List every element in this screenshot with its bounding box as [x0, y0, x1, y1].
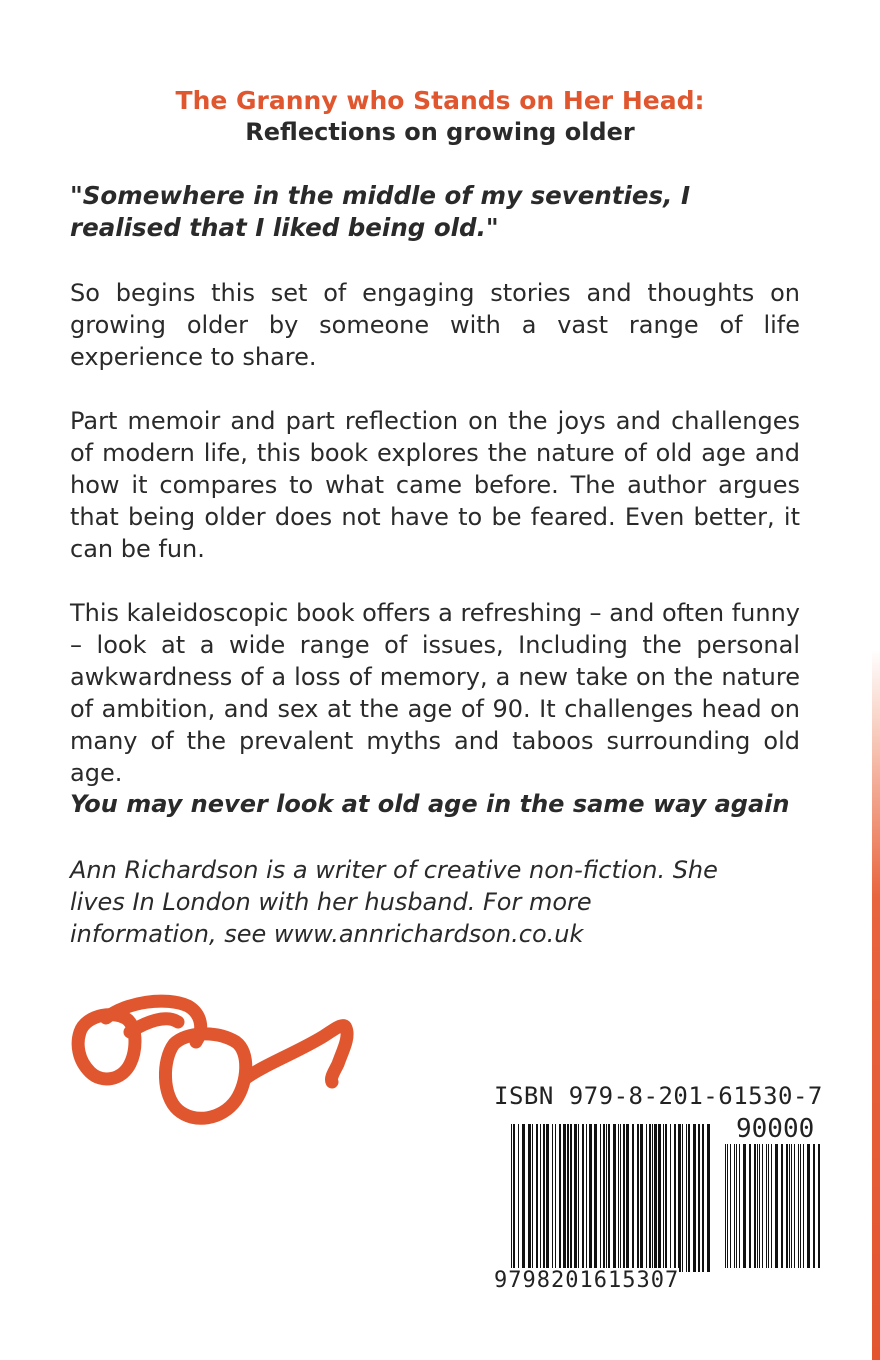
barcode-bar: [546, 1124, 549, 1272]
barcode-bar: [682, 1124, 683, 1272]
barcode-bar: [518, 1124, 519, 1272]
barcode-bar: [730, 1144, 731, 1268]
glasses-logo-icon: [66, 992, 356, 1132]
barcode-bar: [818, 1144, 820, 1268]
barcode-bar: [766, 1144, 767, 1268]
barcode-bar: [536, 1124, 538, 1272]
blurb-paragraph-3: This kaleidoscopic book offers a refreshing – and often funny – look at a wide range of issues, Including the personal awkwardness of a loss of memory, a new take on the nature of ambition, and sex at the age of 90. It challenges head on many of the prevalent myths and taboos surrounding old age.: [70, 599, 800, 787]
barcode-bar: [813, 1144, 815, 1268]
barcode-bar: [686, 1124, 687, 1272]
barcode-bar: [736, 1144, 737, 1268]
barcode-bar: [603, 1124, 605, 1272]
barcode-addon: [725, 1144, 823, 1268]
barcode-bar: [757, 1144, 758, 1268]
barcode-bar: [559, 1124, 561, 1272]
barcode-bar: [626, 1124, 629, 1272]
barcode-bar: [775, 1144, 778, 1268]
barcode-bar: [555, 1124, 556, 1272]
barcode-bar: [665, 1124, 667, 1272]
barcode-bar: [698, 1124, 700, 1272]
barcode-digits: 9798201615307: [494, 1268, 680, 1293]
blurb-paragraph-2: Part memoir and part reflection on the joys and challenges of modern life, this book explores the nature of old age and how it compares to what came before. The author argues that being older does not have to be feared. Even better, it can be fun.: [70, 407, 800, 563]
barcode-bar: [754, 1144, 756, 1268]
barcode-bar: [582, 1124, 584, 1272]
barcode-bar: [543, 1124, 545, 1272]
book-subtitle: Reflections on growing older: [245, 118, 635, 146]
barcode-bar: [670, 1124, 671, 1272]
barcode-bar: [658, 1124, 661, 1272]
opening-quote: "Somewhere in the middle of my seventies, I realised that I liked being old.": [70, 181, 691, 242]
barcode-addon-number: 90000: [736, 1114, 815, 1144]
barcode-bar: [513, 1124, 515, 1272]
spine-edge: [872, 650, 880, 1360]
barcode-bar: [807, 1144, 810, 1268]
barcode-bar: [702, 1124, 704, 1272]
barcode-bar: [654, 1124, 657, 1272]
barcode-bar: [589, 1124, 592, 1272]
author-bio: Ann Richardson is a writer of creative non-fiction. She lives In London with her husband. For more information, see www.annrichardson.co.uk: [70, 856, 718, 948]
barcode-bar: [613, 1124, 616, 1272]
barcode-bar: [649, 1124, 651, 1272]
barcode-bar: [707, 1124, 710, 1272]
barcode-bar: [637, 1124, 639, 1272]
barcode-bar: [688, 1124, 690, 1272]
barcode-bar: [743, 1144, 746, 1268]
barcode-bar: [528, 1124, 531, 1272]
barcode-bar: [725, 1144, 726, 1268]
barcode-bar: [563, 1124, 566, 1272]
barcode-bar: [739, 1144, 740, 1268]
barcode-bar: [640, 1124, 643, 1272]
barcode-bar: [791, 1144, 792, 1268]
barcode-bar: [800, 1144, 801, 1268]
barcode-bar: [646, 1124, 647, 1272]
barcode-bar: [762, 1144, 763, 1268]
barcode-bar: [652, 1124, 653, 1272]
barcode-bar: [608, 1124, 610, 1272]
barcode-bar: [578, 1124, 579, 1272]
barcode-bar: [771, 1144, 772, 1268]
barcode-bar: [749, 1144, 751, 1268]
barcode-bar: [600, 1124, 601, 1272]
barcode-bar: [803, 1144, 804, 1268]
barcode-bar: [727, 1144, 728, 1268]
blurb-paragraph-1: So begins this set of engaging stories and thoughts on growing older by someone with a vast range of life experience to share.: [70, 279, 800, 371]
tagline: You may never look at old age in the same way again: [70, 790, 790, 818]
barcode-bar: [567, 1124, 569, 1272]
barcode-bar: [511, 1124, 512, 1272]
barcode-bar: [663, 1124, 664, 1272]
barcode-bar: [620, 1124, 621, 1272]
barcode-bar: [632, 1124, 634, 1272]
barcode-bar: [768, 1144, 769, 1268]
barcode-bar: [781, 1144, 783, 1268]
barcode: [511, 1124, 711, 1272]
barcode-bar: [540, 1124, 541, 1272]
barcode-bar: [606, 1124, 607, 1272]
barcode-bar: [623, 1124, 625, 1272]
barcode-bar: [574, 1124, 577, 1272]
barcode-bar: [618, 1124, 619, 1272]
isbn-label: ISBN 979-8-201-61530-7: [494, 1082, 823, 1110]
barcode-bar: [674, 1124, 676, 1272]
barcode-bar: [594, 1124, 597, 1272]
book-title: The Granny who Stands on Her Head:: [175, 86, 705, 115]
barcode-bar: [552, 1124, 553, 1272]
barcode-bar: [532, 1124, 533, 1272]
barcode-bar: [798, 1144, 799, 1268]
barcode-bar: [789, 1144, 790, 1268]
barcode-bar: [693, 1124, 696, 1272]
barcode-bar: [678, 1124, 681, 1272]
barcode-bar: [759, 1144, 760, 1268]
barcode-bar: [794, 1144, 795, 1268]
barcode-bar: [522, 1124, 525, 1272]
barcode-bar: [586, 1124, 587, 1272]
barcode-bar: [570, 1124, 572, 1272]
barcode-bar: [786, 1144, 788, 1268]
barcode-bar: [734, 1144, 735, 1268]
